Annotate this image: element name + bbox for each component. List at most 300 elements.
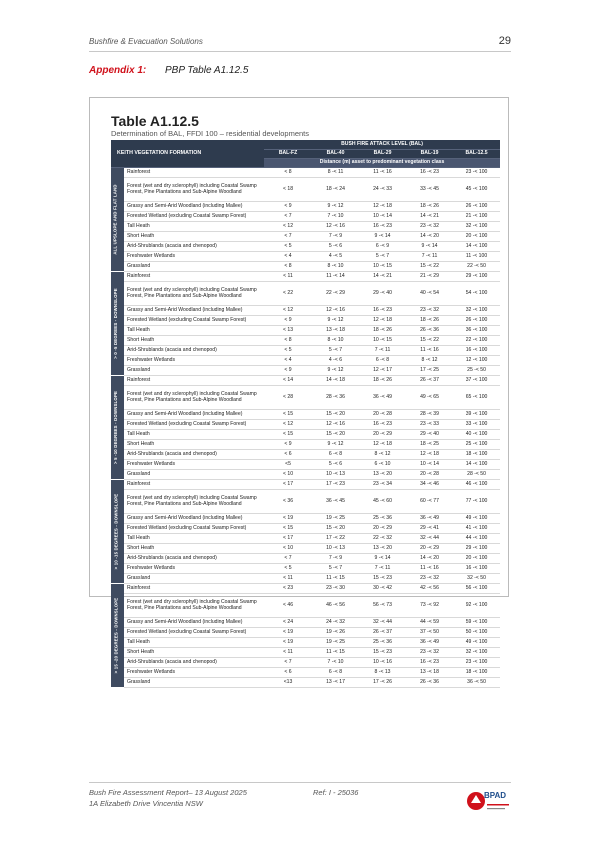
vegetation-cell: Grassy and Semi-Arid Woodland (including Mallee) [124,410,264,420]
distance-cell: 17 -< 26 [359,678,406,688]
distance-cell: 5 -< 7 [359,252,406,262]
vegetation-cell: Rainforest [124,272,264,282]
table-row [111,336,500,346]
table-row [111,460,500,470]
page-number: 29 [498,35,511,47]
table-row [111,574,500,584]
distance-cell: 10 -< 15 [359,262,406,272]
distance-cell: < 12 [264,222,312,232]
distance-cell: 22 -< 100 [453,336,500,346]
distance-cell: 17 -< 23 [312,480,359,490]
table-row [111,242,500,252]
distance-cell: < 6 [264,450,312,460]
distance-cell: 50 -< 100 [453,628,500,638]
distance-cell: 20 -< 28 [359,410,406,420]
footer-divider [89,782,511,783]
footer-report: Bush Fire Assessment Report– 13 August 2025 [89,788,247,797]
distance-cell: 12 -< 18 [359,202,406,212]
distance-cell: 14 -< 20 [406,232,453,242]
distance-cell: 37 -< 50 [406,628,453,638]
distance-cell: 24 -< 33 [359,178,406,202]
distance-cell: < 15 [264,430,312,440]
table-row [111,222,500,232]
distance-header: Distance (m) asset to predominant vegetation class [264,159,500,168]
distance-cell: 16 -< 23 [359,420,406,430]
table-row [111,554,500,564]
vegetation-cell: Freshwater Wetlands [124,252,264,262]
logo-tagline-rule [487,808,505,809]
table-row [111,534,500,544]
table-row [111,440,500,450]
vegetation-cell: Forested Wetland (excluding Coastal Swamp Forest) [124,316,264,326]
distance-cell: 33 -< 100 [453,420,500,430]
vegetation-cell: Rainforest [124,584,264,594]
bal-table [111,140,500,688]
bal-level-header: BAL-29 [359,150,406,159]
distance-cell: 19 -< 26 [312,628,359,638]
distance-cell: 8 -< 10 [312,262,359,272]
table-row [111,410,500,420]
vegetation-cell: Forested Wetland (excluding Coastal Swamp Forest) [124,420,264,430]
distance-cell: 12 -< 17 [359,366,406,376]
vegetation-cell: Rainforest [124,168,264,178]
distance-cell: 60 -< 77 [406,490,453,514]
vegetation-cell: Arid-Shrublands (acacia and chenopod) [124,554,264,564]
distance-cell: 19 -< 25 [312,514,359,524]
distance-cell: 5 -< 7 [312,346,359,356]
distance-cell: 65 -< 100 [453,386,500,410]
vegetation-cell: Forest (wet and dry sclerophyll) including Coastal Swamp Forest, Pine Plantations and Sub-Alpine Woodland [124,178,264,202]
distance-cell: 44 -< 59 [406,618,453,628]
distance-cell: 13 -< 20 [359,544,406,554]
distance-cell: 25 -< 50 [453,366,500,376]
vegetation-cell: Grassland [124,470,264,480]
distance-cell: 6 -< 10 [359,460,406,470]
bal-level-header: BAL-40 [312,150,359,159]
vegetation-cell: Grassy and Semi-Arid Woodland (including Mallee) [124,618,264,628]
vegetation-cell: Grassy and Semi-Arid Woodland (including Mallee) [124,202,264,212]
footer-address: 1A Elizabeth Drive Vincentia NSW [89,799,203,808]
distance-cell: 9 -< 12 [312,440,359,450]
distance-cell: 16 -< 100 [453,564,500,574]
distance-cell: < 22 [264,282,312,306]
table-row [111,212,500,222]
distance-cell: < 6 [264,668,312,678]
distance-cell: 18 -< 100 [453,450,500,460]
distance-cell: < 15 [264,410,312,420]
distance-cell: 36 -< 49 [406,638,453,648]
distance-cell: 23 -< 33 [406,420,453,430]
distance-cell: 36 -< 45 [312,490,359,514]
distance-cell: 46 -< 100 [453,480,500,490]
distance-cell: 11 -< 16 [406,564,453,574]
slope-group-text: > 5 -10 DEGREES - DOWNSLOPE [113,390,119,465]
distance-cell: 10 -< 15 [359,336,406,346]
table-row [111,366,500,376]
distance-cell: 15 -< 22 [406,262,453,272]
footer-reference: Ref: I - 25036 [313,788,359,797]
distance-cell: 16 -< 23 [359,306,406,316]
bal-level-header: BAL-12.5 [453,150,500,159]
distance-cell: < 7 [264,212,312,222]
distance-cell: < 23 [264,584,312,594]
logo-text: BPAD [484,791,507,800]
table-row [111,262,500,272]
distance-cell: 44 -< 100 [453,534,500,544]
table-row [111,450,500,460]
distance-cell: < 24 [264,618,312,628]
vegetation-cell: Freshwater Wetlands [124,356,264,366]
distance-cell: 17 -< 22 [312,534,359,544]
distance-cell: 13 -< 18 [312,326,359,336]
distance-cell: 15 -< 23 [359,574,406,584]
distance-cell: 23 -< 30 [312,584,359,594]
distance-cell: 14 -< 100 [453,460,500,470]
logo-rule [487,804,509,806]
distance-cell: 12 -< 100 [453,356,500,366]
distance-cell: 28 -< 36 [312,386,359,410]
distance-cell: 18 -< 100 [453,668,500,678]
table-row [111,326,500,336]
distance-cell: 9 -< 12 [312,202,359,212]
distance-cell: < 36 [264,490,312,514]
distance-cell: < 11 [264,574,312,584]
distance-cell: < 9 [264,202,312,212]
vegetation-cell: Tall Heath [124,326,264,336]
distance-cell: < 19 [264,514,312,524]
table-row [111,420,500,430]
distance-cell: < 13 [264,326,312,336]
distance-cell: 56 -< 100 [453,584,500,594]
vegetation-cell: Forest (wet and dry sclerophyll) including Coastal Swamp Forest, Pine Plantations and Sub-Alpine Woodland [124,386,264,410]
distance-cell: 30 -< 42 [359,584,406,594]
distance-cell: 14 -< 20 [406,554,453,564]
distance-cell: < 8 [264,336,312,346]
table-row [111,470,500,480]
distance-cell: 18 -< 26 [406,316,453,326]
distance-cell: < 10 [264,470,312,480]
distance-cell: 32 -< 44 [406,534,453,544]
table-title: Table A1.12.5 [111,113,199,129]
distance-cell: 22 -< 50 [453,262,500,272]
distance-cell: <13 [264,678,312,688]
distance-cell: 26 -< 37 [359,628,406,638]
slope-group-label [111,480,124,584]
distance-cell: 40 -< 54 [406,282,453,306]
distance-cell: 20 -< 100 [453,554,500,564]
vegetation-cell: Arid-Shrublands (acacia and chenopod) [124,346,264,356]
table-row [111,658,500,668]
vegetation-cell: Tall Heath [124,222,264,232]
distance-cell: 16 -< 23 [406,658,453,668]
distance-cell: 14 -< 100 [453,242,500,252]
distance-cell: 23 -< 100 [453,168,500,178]
table-row [111,678,500,688]
distance-cell: 18 -< 24 [312,178,359,202]
distance-cell: 12 -< 18 [359,440,406,450]
distance-cell: 21 -< 100 [453,212,500,222]
vegetation-cell: Grassland [124,574,264,584]
distance-cell: 49 -< 100 [453,638,500,648]
distance-cell: 11 -< 15 [312,574,359,584]
distance-cell: < 8 [264,262,312,272]
distance-cell: 25 -< 100 [453,440,500,450]
bal-header: BUSH FIRE ATTACK LEVEL (BAL) [264,140,500,150]
distance-cell: < 4 [264,252,312,262]
table-row [111,386,500,410]
distance-cell: 92 -< 100 [453,594,500,618]
appendix-heading [89,65,249,76]
distance-cell: 18 -< 25 [406,440,453,450]
distance-cell: 40 -< 100 [453,430,500,440]
distance-cell: < 11 [264,648,312,658]
distance-cell: < 28 [264,386,312,410]
distance-cell: 18 -< 26 [359,376,406,386]
distance-cell: 5 -< 6 [312,242,359,252]
distance-cell: 8 -< 10 [312,336,359,346]
distance-cell: 4 -< 6 [312,356,359,366]
distance-cell: 23 -< 32 [406,574,453,584]
vegetation-cell: Arid-Shrublands (acacia and chenopod) [124,450,264,460]
distance-cell: < 5 [264,564,312,574]
distance-cell: 6 -< 9 [359,242,406,252]
vegetation-cell: Grassland [124,366,264,376]
distance-cell: 15 -< 20 [312,430,359,440]
distance-cell: 17 -< 25 [406,366,453,376]
vegetation-cell: Forest (wet and dry sclerophyll) including Coastal Swamp Forest, Pine Plantations and Sub-Alpine Woodland [124,282,264,306]
distance-cell: 7 -< 10 [312,658,359,668]
distance-cell: 8 -< 12 [359,450,406,460]
table-row [111,514,500,524]
distance-cell: 10 -< 13 [312,544,359,554]
table-row [111,282,500,306]
vegetation-cell: Freshwater Wetlands [124,564,264,574]
distance-cell: 26 -< 37 [406,376,453,386]
distance-cell: < 17 [264,480,312,490]
distance-cell: 10 -< 13 [312,470,359,480]
distance-cell: 12 -< 16 [312,306,359,316]
vegetation-cell: Forested Wetland (excluding Coastal Swamp Forest) [124,628,264,638]
table-body [111,168,500,688]
distance-cell: 26 -< 36 [406,326,453,336]
distance-cell: 29 -< 100 [453,544,500,554]
distance-cell: 16 -< 23 [406,168,453,178]
slope-group-text: > 0 -5 DEGREES - DOWNSLOPE [113,288,119,359]
distance-cell: 32 -< 100 [453,306,500,316]
table-row [111,544,500,554]
distance-cell: 33 -< 45 [406,178,453,202]
distance-cell: < 11 [264,272,312,282]
slope-group-label [111,168,124,272]
table-row [111,376,500,386]
distance-cell: 39 -< 100 [453,410,500,420]
vegetation-cell: Arid-Shrublands (acacia and chenopod) [124,242,264,252]
vegetation-cell: Short Heath [124,648,264,658]
distance-cell: 26 -< 36 [406,678,453,688]
distance-cell: 11 -< 100 [453,252,500,262]
table-row [111,232,500,242]
distance-cell: 7 -< 10 [312,212,359,222]
distance-cell: 28 -< 39 [406,410,453,420]
vegetation-cell: Forest (wet and dry sclerophyll) including Coastal Swamp Forest, Pine Plantations and Sub-Alpine Woodland [124,490,264,514]
distance-cell: 9 -< 14 [406,242,453,252]
distance-cell: 12 -< 16 [312,222,359,232]
distance-cell: < 7 [264,658,312,668]
table-row [111,178,500,202]
distance-cell: 29 -< 40 [406,430,453,440]
distance-cell: 21 -< 29 [406,272,453,282]
distance-cell: 32 -< 44 [359,618,406,628]
distance-cell: 7 -< 11 [359,564,406,574]
table-subtitle: Determination of BAL, FFDI 100 – residential developments [111,129,310,138]
distance-cell: 10 -< 16 [359,658,406,668]
distance-cell: 7 -< 11 [359,346,406,356]
distance-cell: 10 -< 14 [406,460,453,470]
vegetation-cell: Grassy and Semi-Arid Woodland (including Mallee) [124,306,264,316]
bal-level-header: BAL-19 [406,150,453,159]
distance-cell: < 9 [264,316,312,326]
distance-cell: 24 -< 32 [312,618,359,628]
distance-cell: < 9 [264,366,312,376]
distance-cell: 6 -< 8 [312,450,359,460]
distance-cell: 49 -< 100 [453,514,500,524]
distance-cell: 8 -< 12 [406,356,453,366]
vegetation-cell: Tall Heath [124,430,264,440]
vegetation-cell: Freshwater Wetlands [124,460,264,470]
vegetation-cell: Grassy and Semi-Arid Woodland (including Mallee) [124,514,264,524]
distance-cell: 7 -< 9 [312,554,359,564]
header-divider [89,51,511,52]
vegetation-cell: Tall Heath [124,534,264,544]
distance-cell: 7 -< 9 [312,232,359,242]
table-row [111,168,500,178]
distance-cell: 5 -< 7 [312,564,359,574]
distance-cell: 36 -< 49 [406,514,453,524]
table-row [111,356,500,366]
vegetation-cell: Arid-Shrublands (acacia and chenopod) [124,658,264,668]
table-row [111,628,500,638]
distance-cell: < 5 [264,346,312,356]
distance-cell: 13 -< 20 [359,470,406,480]
distance-cell: 13 -< 17 [312,678,359,688]
distance-cell: 11 -< 14 [312,272,359,282]
distance-cell: < 4 [264,356,312,366]
distance-cell: 23 -< 32 [406,306,453,316]
distance-cell: 14 -< 21 [359,272,406,282]
distance-cell: 9 -< 14 [359,554,406,564]
distance-cell: 18 -< 26 [359,326,406,336]
distance-cell: < 10 [264,544,312,554]
vegetation-cell: Freshwater Wetlands [124,668,264,678]
distance-cell: 23 -< 34 [359,480,406,490]
distance-cell: 9 -< 12 [312,366,359,376]
distance-cell: 16 -< 23 [359,222,406,232]
vegetation-cell: Grassland [124,262,264,272]
distance-cell: 7 -< 11 [406,252,453,262]
table-row [111,564,500,574]
distance-cell: < 17 [264,534,312,544]
vegetation-cell: Grassland [124,678,264,688]
distance-cell: 26 -< 100 [453,202,500,212]
distance-cell: < 7 [264,232,312,242]
distance-cell: < 46 [264,594,312,618]
distance-cell: 13 -< 18 [406,668,453,678]
slope-group-label [111,272,124,376]
table-row [111,648,500,658]
table-row [111,584,500,594]
distance-cell: 4 -< 5 [312,252,359,262]
distance-cell: 37 -< 100 [453,376,500,386]
distance-cell: < 12 [264,420,312,430]
slope-group-text: > 10 -15 DEGREES - DOWNSLOPE [113,493,119,570]
distance-cell: 16 -< 100 [453,346,500,356]
distance-cell: 36 -< 49 [359,386,406,410]
distance-cell: 12 -< 16 [312,420,359,430]
distance-cell: 25 -< 36 [359,514,406,524]
distance-cell: 11 -< 16 [406,346,453,356]
distance-cell: 20 -< 29 [359,524,406,534]
distance-cell: 12 -< 18 [406,450,453,460]
distance-cell: 15 -< 23 [359,648,406,658]
slope-group-label [111,376,124,480]
distance-cell: < 19 [264,638,312,648]
distance-cell: 12 -< 18 [359,316,406,326]
appendix-label: Appendix 1: [89,65,147,76]
distance-cell: 11 -< 15 [312,648,359,658]
table-row [111,668,500,678]
keith-header: KEITH VEGETATION FORMATION [111,140,264,168]
distance-cell: 46 -< 56 [312,594,359,618]
distance-cell: < 8 [264,168,312,178]
distance-cell: 8 -< 11 [312,168,359,178]
distance-cell: < 9 [264,440,312,450]
vegetation-cell: Rainforest [124,480,264,490]
distance-cell: 15 -< 20 [312,410,359,420]
distance-cell: < 19 [264,628,312,638]
distance-cell: 22 -< 32 [359,534,406,544]
slope-group-text: ALL UPSLOPE AND FLAT LAND [113,184,119,255]
distance-cell: 73 -< 92 [406,594,453,618]
distance-cell: 28 -< 50 [453,470,500,480]
vegetation-cell: Forested Wetland (excluding Coastal Swamp Forest) [124,524,264,534]
table-row [111,618,500,628]
vegetation-cell: Short Heath [124,336,264,346]
table-row [111,316,500,326]
distance-cell: 42 -< 56 [406,584,453,594]
distance-cell: < 5 [264,242,312,252]
distance-cell: 10 -< 14 [359,212,406,222]
distance-cell: 56 -< 73 [359,594,406,618]
distance-cell: <5 [264,460,312,470]
table-row [111,252,500,262]
table-row [111,490,500,514]
distance-cell: 49 -< 65 [406,386,453,410]
vegetation-cell: Short Heath [124,544,264,554]
distance-cell: 59 -< 100 [453,618,500,628]
distance-cell: 9 -< 14 [359,232,406,242]
distance-cell: 22 -< 29 [312,282,359,306]
vegetation-cell: Short Heath [124,232,264,242]
vegetation-cell: Forest (wet and dry sclerophyll) including Coastal Swamp Forest, Pine Plantations and Sub-Alpine Woodland [124,594,264,618]
vegetation-cell: Short Heath [124,440,264,450]
distance-cell: 9 -< 12 [312,316,359,326]
table-row [111,594,500,618]
slope-group-text: > 15 -20 DEGREES - DOWNSLOPE [113,597,119,674]
distance-cell: 20 -< 28 [406,470,453,480]
distance-cell: 25 -< 36 [359,638,406,648]
distance-cell: 36 -< 50 [453,678,500,688]
distance-cell: 29 -< 40 [359,282,406,306]
